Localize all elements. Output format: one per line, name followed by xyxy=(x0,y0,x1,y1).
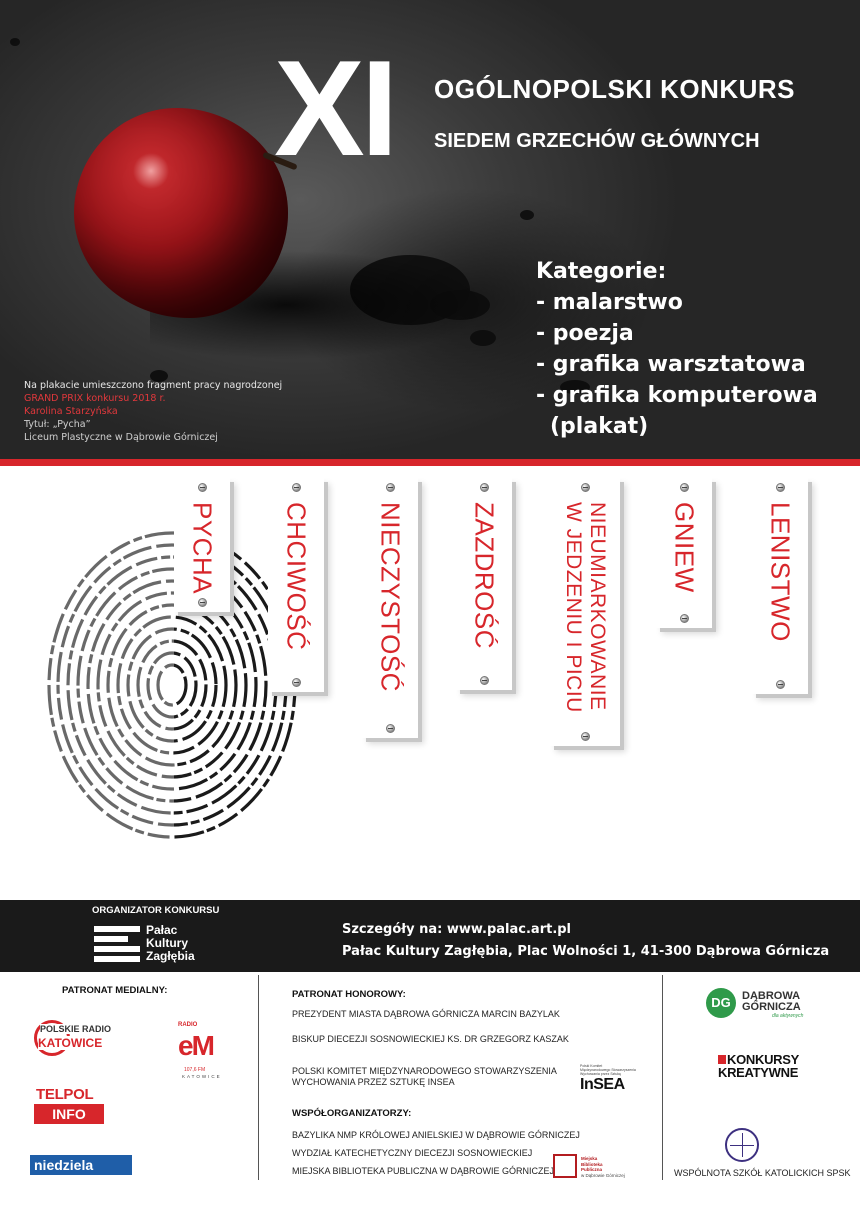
logo-text: Miejska xyxy=(581,1156,598,1161)
logo-text: Międzynarodowego Stowarzyszenia xyxy=(580,1068,636,1072)
caption-line: Na plakacie umieszczono fragment pracy nagrodzonej xyxy=(24,380,283,391)
honorary-patron: WYCHOWANIA PRZEZ SZTUKĘ INSEA xyxy=(292,1077,455,1087)
category-item: - grafika komputerowa xyxy=(536,383,818,408)
category-item-extra: (plakat) xyxy=(550,414,649,439)
logo-text: GÓRNICZA xyxy=(742,1001,801,1013)
red-divider xyxy=(0,459,860,466)
logo-text: Kultury xyxy=(146,936,188,950)
screw-icon xyxy=(680,483,689,492)
sin-card-pycha xyxy=(174,478,230,612)
telpol-info-logo: INFO xyxy=(34,1104,104,1124)
logo-text: Pałac xyxy=(146,923,178,937)
screw-icon xyxy=(776,483,785,492)
spsk-name: WSPÓLNOTA SZKÓŁ KATOLICKICH SPSK xyxy=(674,1168,851,1178)
sin-card-nieczystosc xyxy=(362,478,418,738)
ink-splat xyxy=(520,210,534,220)
kk-mark-icon xyxy=(718,1055,726,1064)
sin-label: GNIEW xyxy=(669,502,700,593)
sin-label: ZAZDROŚĆ xyxy=(469,502,500,649)
palac-kultury-logo xyxy=(94,926,140,964)
logo-text: InSEA xyxy=(580,1076,625,1093)
konkursy-kreatywne-logo xyxy=(718,1053,799,1079)
contest-subtitle: SIEDEM GRZECHÓW GŁÓWNYCH xyxy=(434,130,760,152)
sin-label: NIEUMIARKOWANIE W JEDZENIU I PICIU xyxy=(562,502,609,713)
column-divider xyxy=(662,975,663,1180)
categories-list xyxy=(536,256,818,442)
dabrowa-gornicza-logo xyxy=(706,988,816,1024)
screw-icon xyxy=(480,483,489,492)
logo-text: KATOWICE xyxy=(182,1074,222,1079)
artwork-caption xyxy=(24,379,282,444)
sin-label: LENISTWO xyxy=(765,502,796,642)
honorary-patron: PREZYDENT MIASTA DĄBROWA GÓRNICZA MARCIN BAZYLAK xyxy=(292,1009,560,1019)
logo-text: dla aktywnych xyxy=(772,1013,804,1019)
screw-icon xyxy=(581,483,590,492)
caption-title: Tytuł: „Pycha” xyxy=(24,419,91,430)
media-patronage-heading: PATRONAT MEDIALNY: xyxy=(62,985,168,996)
screw-icon xyxy=(581,732,590,741)
logo-text: Biblioteka xyxy=(581,1161,603,1167)
coorganizer: WYDZIAŁ KATECHETYCZNY DIECEZJI SOSNOWIECKIEJ xyxy=(292,1148,533,1158)
radio-em-logo xyxy=(176,1022,232,1078)
logo-text: KREATYWNE xyxy=(718,1065,799,1080)
logo-text: w Dąbrowie Górniczej xyxy=(581,1172,625,1178)
sin-card-zazdrosc xyxy=(456,478,512,690)
logo-text: Wychowania przez Sztukę xyxy=(580,1072,622,1076)
category-item: - malarstwo xyxy=(536,290,683,315)
sin-label: CHCIWOŚĆ xyxy=(281,502,312,651)
logo-text: Zagłębia xyxy=(146,949,195,963)
sin-card-gniew xyxy=(656,478,712,628)
coorganizer: MIEJSKA BIBLIOTEKA PUBLICZNA W DĄBROWIE GÓRNICZEJ xyxy=(292,1166,555,1176)
screw-icon xyxy=(198,598,207,607)
logo-text: Publiczna xyxy=(581,1167,603,1172)
contest-title: OGÓLNOPOLSKI KONKURS xyxy=(434,74,796,104)
screw-icon xyxy=(198,483,207,492)
spsk-emblem-icon xyxy=(725,1128,759,1162)
screw-icon xyxy=(480,676,489,685)
niedziela-logo: niedziela xyxy=(30,1155,132,1175)
column-divider xyxy=(258,975,259,1180)
sin-label: NIECZYSTOŚĆ xyxy=(375,502,406,692)
screw-icon xyxy=(292,483,301,492)
hero-banner xyxy=(0,0,860,460)
logo-text: KONKURSY xyxy=(727,1052,799,1067)
logo-text: 107,6 FM xyxy=(184,1067,206,1073)
organizer-label: ORGANIZATOR KONKURSU xyxy=(92,905,220,916)
insea-logo xyxy=(578,1064,638,1096)
sin-card-chciwosc xyxy=(268,478,324,692)
screw-icon xyxy=(386,483,395,492)
edition-number: XI xyxy=(274,32,395,184)
caption-school: Liceum Plastyczne w Dąbrowie Górniczej xyxy=(24,432,218,443)
logo-text: Polski Komitet xyxy=(580,1064,603,1068)
telpol-logo: TELPOL xyxy=(36,1086,94,1103)
screw-icon xyxy=(386,724,395,733)
category-item: - poezja xyxy=(536,321,634,346)
sin-card-lenistwo xyxy=(752,478,808,694)
logo-text: eM xyxy=(178,1030,213,1061)
polskie-radio-katowice-logo xyxy=(34,1020,120,1056)
coorganizer: BAZYLIKA NMP KRÓLOWEJ ANIELSKIEJ W DĄBROWIE GÓRNICZEJ xyxy=(292,1130,580,1140)
sin-card-nieumiarkowanie xyxy=(550,478,620,746)
details-address: Pałac Kultury Zagłębia, Plac Wolności 1, 41-300 Dąbrowa Górnicza xyxy=(342,944,830,959)
details-website: Szczegóły na: www.palac.art.pl xyxy=(342,922,572,937)
screw-icon xyxy=(680,614,689,623)
apple-image xyxy=(74,108,288,318)
logo-text: DĄBROWA xyxy=(742,990,801,1002)
palac-kultury-name xyxy=(146,924,195,963)
logo-mark: DG xyxy=(706,988,736,1018)
logo-text: POLSKIE RADIO xyxy=(40,1024,112,1034)
logo-text: KATOWICE xyxy=(38,1036,103,1050)
honorary-patron: POLSKI KOMITET MIĘDZYNARODOWEGO STOWARZYSZENIA xyxy=(292,1066,557,1076)
category-item: - grafika warsztatowa xyxy=(536,352,806,377)
sin-label: PYCHA xyxy=(187,502,218,595)
caption-author: Karolina Starzyńska xyxy=(24,406,118,417)
honorary-patron: BISKUP DIECEZJI SOSNOWIECKIEJ KS. DR GRZEGORZ KASZAK xyxy=(292,1034,569,1044)
logo-text: RADIO xyxy=(178,1022,198,1028)
screw-icon xyxy=(292,678,301,687)
honorary-patronage-heading: PATRONAT HONOROWY: xyxy=(292,989,406,1000)
contest-details xyxy=(342,919,829,963)
categories-heading: Kategorie: xyxy=(536,259,667,284)
library-logo xyxy=(553,1152,625,1180)
caption-award: GRAND PRIX konkursu 2018 r. xyxy=(24,393,166,404)
coorganizers-heading: WSPÓŁORGANIZATORZY: xyxy=(292,1108,412,1119)
screw-icon xyxy=(776,680,785,689)
ink-splat xyxy=(10,38,20,46)
